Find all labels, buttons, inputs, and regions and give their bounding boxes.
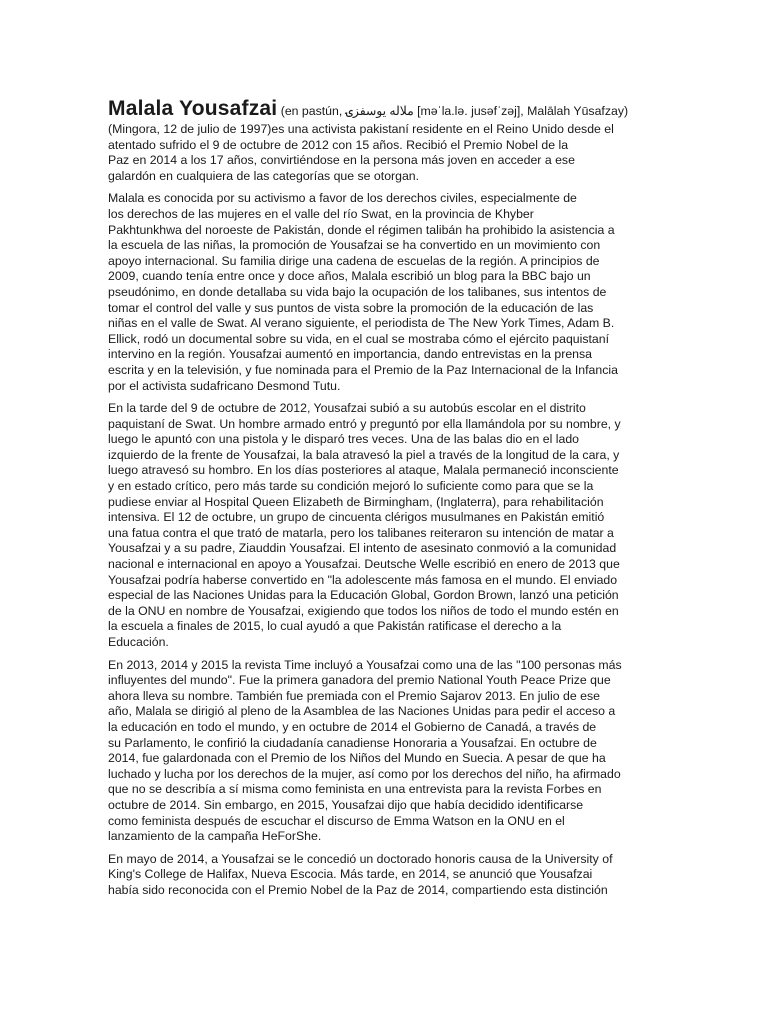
- text-line: paquistaní de Swat. Un hombre armado entró y preguntó por ella llamándola por su nombre, y: [108, 416, 621, 431]
- text-line: galardón en cualquiera de las categorías que se otorgan.: [108, 168, 420, 183]
- text-line: y en estado crítico, pero más tarde su condición mejoró lo suficiente como para que se la: [108, 479, 594, 494]
- text-line: los derechos de las mujeres en el valle del río Swat, en la provincia de Khyber: [108, 206, 534, 221]
- text-line: Paz en 2014 a los 17 años, convirtiéndose en la persona más joven en acceder a ese: [108, 153, 575, 168]
- text-line: pudiese enviar al Hospital Queen Elizabeth de Birmingham, (Inglaterra), para rehabilitación: [108, 494, 604, 509]
- article-body: [108, 96, 660, 906]
- text-line: como feminista después de escuchar el discurso de Emma Watson en la ONU en el: [108, 813, 565, 828]
- text-line: luego atravesó su hombro. En los días posteriores al ataque, Malala permaneció inconsciente: [108, 463, 619, 478]
- text-line: Yousafzai podría haberse convertido en "la adolescente más famosa en el mundo. El enviado: [108, 572, 618, 587]
- text-line: 2009, cuando tenía entre once y doce años, Malala escribió un blog para la BBC bajo un: [108, 269, 591, 284]
- text-line: año, Malala se dirigió al pleno de la Asamblea de las Naciones Unidas para pedir el acceso a: [108, 704, 616, 719]
- text-line: izquierdo de la frente de Yousafzai, la bala atravesó la piel a través de la longitud de la cara, y: [108, 447, 620, 462]
- text-line: En mayo de 2014, a Yousafzai se le concedió un doctorado honoris causa de la University of: [108, 851, 613, 866]
- text-line: pseudónimo, en donde detallaba su vida bajo la ocupación de los talibanes, sus intentos de: [108, 284, 607, 299]
- text-line: una fatua contra el que trató de matarla, pero los talibanes reiteraron su intención de matar a: [108, 525, 614, 540]
- text-line: especial de las Naciones Unidas para la Educación Global, Gordon Brown, lanzó una petición: [108, 588, 619, 603]
- text-line: escrita y en la televisión, y fue nominada para el Premio de la Paz Internacional de la Infancia: [108, 362, 618, 377]
- text-line: 2014, fue galardonada con el Premio de los Niños del Mundo en Suecia. A pesar de que ha: [108, 751, 606, 766]
- text-line: la escuela de las niñas, la promoción de Yousafzai se ha convertido en un movimiento con: [108, 238, 601, 253]
- text-line: la educación en todo el mundo, y en octubre de 2014 el Gobierno de Canadá, a través de: [108, 719, 597, 734]
- paragraph-awards: [108, 658, 660, 845]
- paragraph-attack: [108, 401, 660, 651]
- text-line: octubre de 2014. Sin embargo, en 2015, Yousafzai dijo que había decidido identificarse: [108, 797, 584, 812]
- text-line: había sido reconocida con el Premio Nobel de la Paz de 2014, compartiendo esta distinción: [108, 882, 608, 897]
- article-title: Malala Yousafzai: [108, 97, 278, 120]
- text-line: tomar el control del valle y sus puntos de vista sobre la promoción de la educación de las: [108, 300, 594, 315]
- text-line: Pakhtunkhwa del noroeste de Pakistán, donde el régimen talibán ha prohibido la asistencia a: [108, 222, 615, 237]
- text-line: atentado sufrido el 9 de octubre de 2012 con 15 años. Recibió el Premio Nobel de la: [108, 137, 569, 152]
- text-line: la escuela a finales de 2015, lo cual ayudó a que Pakistán ratificase el derecho a la: [108, 619, 562, 634]
- intro-paragraph: [108, 96, 660, 122]
- text-line: que no se describía a sí misma como feminista en una entrevista para la revista Forbes en: [108, 782, 602, 797]
- paragraph-nobel: [108, 852, 660, 899]
- text-line: En 2013, 2014 y 2015 la revista Time incluyó a Yousafzai como una de las "100 personas más: [108, 657, 622, 672]
- text-line: Ellick, rodó un documental sobre su vida, en el cual se mostraba cómo el ejército paquistaní: [108, 331, 610, 346]
- text-line: de la ONU en nombre de Yousafzai, exigiendo que todos los niños de todo el mundo estén en: [108, 603, 619, 618]
- text-line: influyentes del mundo". Fue la primera ganadora del premio National Youth Peace Prize que: [108, 673, 611, 688]
- text-line: apoyo internacional. Su familia dirige una cadena de escuelas de la región. A principios de: [108, 253, 600, 268]
- text-line: por el activista sudafricano Desmond Tutu.: [108, 378, 341, 393]
- text-line: lanzamiento de la campaña HeForShe.: [108, 829, 322, 844]
- paragraph-activism: [108, 191, 660, 394]
- text-line: En la tarde del 9 de octubre de 2012, Yousafzai subió a su autobús escolar en el distrito: [108, 401, 586, 416]
- text-line: ahora lleva su nombre. También fue premiada con el Premio Sajarov 2013. En julio de ese: [108, 688, 600, 703]
- text-line: intervino en la región. Yousafzai aumentó en importancia, dando entrevistas en la prensa: [108, 347, 592, 362]
- text-line: (Mingora, 12 de julio de 1997)es una activista pakistaní residente en el Reino Unido desde el: [108, 122, 614, 136]
- text-line: niñas en el valle de Swat. Al verano siguiente, el periodista de The New York Times, Adam B.: [108, 316, 615, 331]
- text-line: Malala es conocida por su activismo a favor de los derechos civiles, especialmente de: [108, 191, 577, 206]
- text-line: luchado y lucha por los derechos de la mujer, así como por los derechos del niño, ha afirmado: [108, 766, 621, 781]
- text-line: luego le apuntó con una pistola y le disparó tres veces. Una de las balas dio en el lado: [108, 432, 580, 447]
- text-line: su Parlamento, le confirió la ciudadanía canadiense Honoraria a Yousafzai. En octubre de: [108, 735, 597, 750]
- text-line: intensiva. El 12 de octubre, un grupo de cincuenta clérigos musulmanes en Pakistán emitió: [108, 510, 605, 525]
- text-line: King's College de Halifax, Nueva Escocia. Más tarde, en 2014, se anunció que Yousafzai: [108, 867, 593, 882]
- text-line: Educación.: [108, 635, 169, 649]
- text-line: Yousafzai y a su padre, Ziauddin Yousafzai. El intento de asesinato conmovió a la comunidad: [108, 541, 617, 556]
- text-line: nacional e internacional en apoyo a Yousafzai. Deutsche Welle escribió en enero de 2013 que: [108, 557, 620, 572]
- intro-first-line-rest: (en pastún, ملاله یوسفزۍ [məˈla.lə. jusəfˈzəj], Malālah Yūsafzay): [277, 104, 629, 118]
- intro-paragraph-body: [108, 122, 660, 184]
